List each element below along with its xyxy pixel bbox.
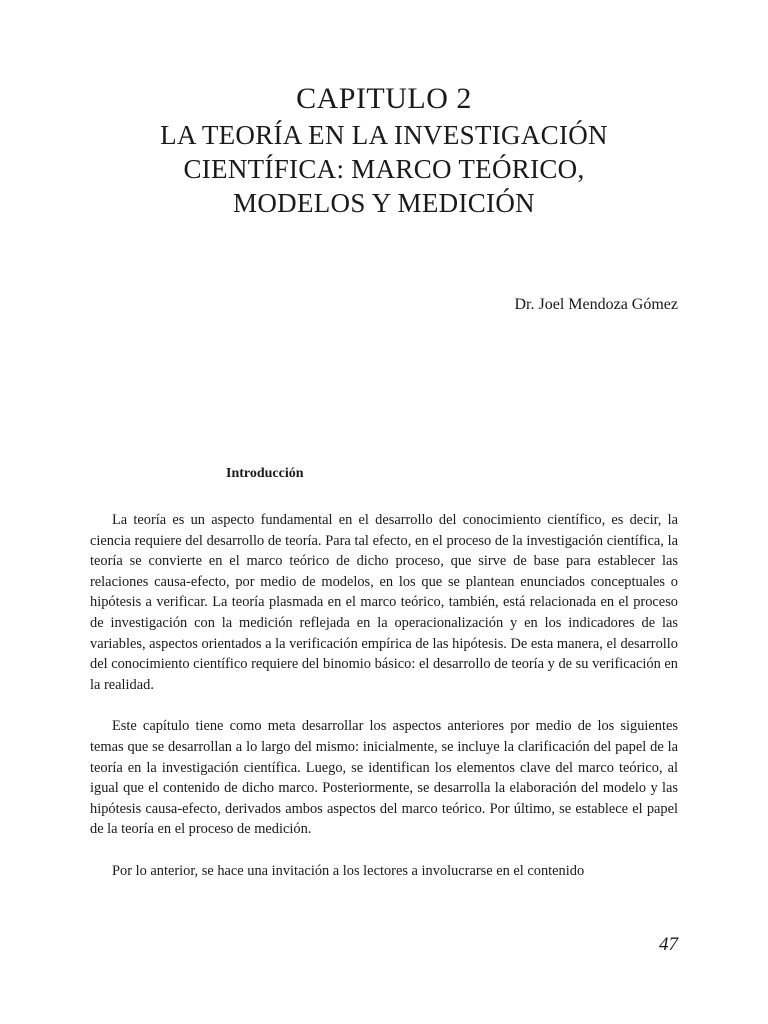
chapter-title-line-3: MODELOS Y MEDICIÓN xyxy=(233,188,535,218)
paragraph-2: Este capítulo tiene como meta desarrollar los aspectos anteriores por medio de los siguientes temas que se desarrollan a lo largo del mismo: inicialmente, se incluye la clarificación del papel de la teoría en la investigación científica. Luego, se identifican los elementos clave del marco teórico, al igual que el contenido de dicho marco. Posteriormente, se desarrolla la elaboración del modelo y las hipótesis causa-efecto, derivados ambos aspectos del marco teórico. Por último, se establece el papel de la teoría en el proceso de medición. xyxy=(90,718,678,838)
page-number: 47 xyxy=(659,934,678,955)
chapter-heading xyxy=(90,80,678,220)
body-text xyxy=(90,510,678,903)
paragraph-1: La teoría es un aspecto fundamental en el desarrollo del conocimiento científico, es decir, la ciencia requiere del desarrollo de teoría. Para tal efecto, en el proceso de la investigación científica, la teoría se convierte en el marco teórico de dicho proceso, que sirve de base para establecer las relaciones causa-efecto, por medio de modelos, en los que se plantean enunciados conceptuales o hipótesis a verificar. La teoría plasmada en el marco teórico, también, está relacionada en el proceso de investigación con la medición reflejada en la operacionalización y en los indicadores de las variables, aspectos orientados a la verificación empírica de las hipótesis. De esta manera, el desarrollo del conocimiento científico requiere del binomio básico: el desarrollo de teoría y de su verificación en la realidad. xyxy=(90,512,678,693)
chapter-title-line-2: CIENTÍFICA: MARCO TEÓRICO, xyxy=(183,154,585,184)
chapter-title-line-1: LA TEORÍA EN LA INVESTIGACIÓN xyxy=(160,120,608,150)
chapter-number: CAPITULO 2 xyxy=(296,82,472,115)
section-title: Introducción xyxy=(226,466,304,481)
author-name: Dr. Joel Mendoza Gómez xyxy=(514,296,678,313)
paragraph-3: Por lo anterior, se hace una invitación a los lectores a involucrarse en el contenido xyxy=(112,862,585,879)
